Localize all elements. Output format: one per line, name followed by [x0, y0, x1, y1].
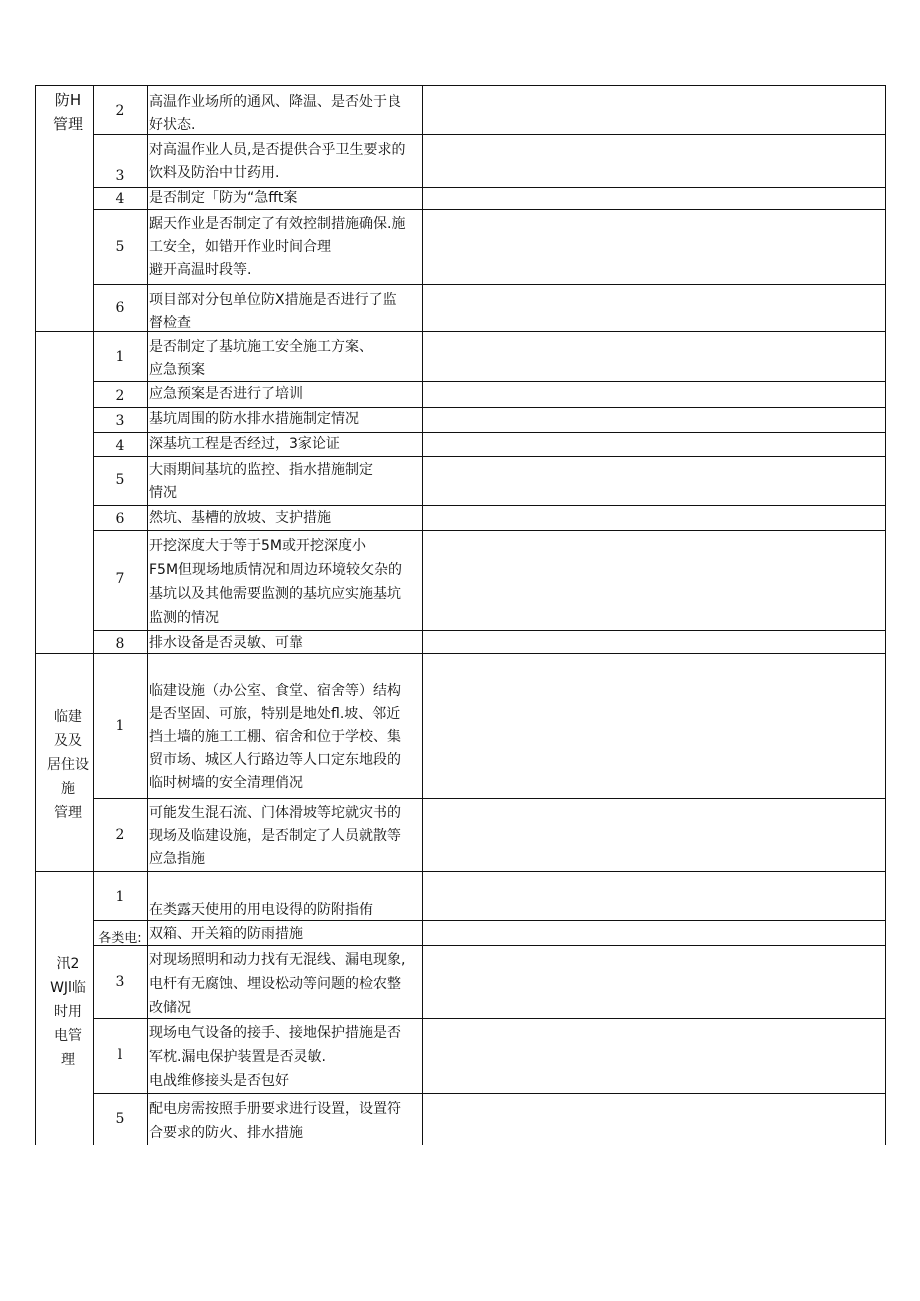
column-divider — [422, 85, 423, 1145]
column-divider — [147, 85, 148, 1145]
item-text: 对现场照明和动力找有无混线、漏电现象, 电杆有无腐蚀、埋设松动等问题的检农整 改储况 — [149, 952, 406, 1016]
item-text: 临建设施（办公室、食堂、宿舍等）结构 是否坚固、可旅，特别是地处fl.坡、邻近 挡土墙的施工工棚、宿舍和位于学校、集 贸市场、城区人行路边等人口定东地段的 临时树墙的安全清理俏况 — [149, 683, 401, 791]
item-text: 双箱、开关箱的防雨措施 — [149, 926, 303, 942]
item-text: 现场电气设备的接手、接地保护措施是否 军枕.漏电保护装置是否灵敏. 电战维修接头是否包好 — [149, 1025, 401, 1089]
item-number: 3 — [115, 168, 125, 184]
item-number: 6 — [115, 511, 125, 527]
row-divider — [93, 530, 886, 531]
item-text: 踞天作业是否制定了有效控制措施确保.施 工安全，如错开作业时间合理 避开高温时段等. — [149, 216, 406, 278]
item-number: 2 — [115, 827, 125, 843]
row-divider — [93, 505, 886, 506]
item-number: 4 — [115, 438, 125, 454]
table-top-border — [35, 85, 886, 86]
item-text: 基坑周围的防水排水措施制定情况 — [149, 411, 359, 427]
section-divider — [35, 871, 886, 872]
item-number: 5 — [115, 1111, 125, 1127]
section-divider — [35, 331, 886, 332]
table-right-border — [885, 85, 886, 1145]
item-text: 可能发生混石流、门体滑坡等坨就灾书的 现场及临建设施，是否制定了人员就散等 应急指施 — [149, 805, 401, 867]
item-text: 应急预案是否进行了培训 — [149, 386, 303, 402]
category-label: 汛2 WJl临 时用 电管 理 — [50, 956, 86, 1068]
item-number: 8 — [115, 636, 125, 652]
row-divider — [93, 456, 886, 457]
item-number: 1 — [115, 718, 125, 734]
row-divider — [93, 630, 886, 631]
item-text: 对高温作业人员,是否提供合乎卫生要求的 饮料及防治中廿药用. — [149, 142, 406, 181]
item-number: 2 — [115, 103, 125, 119]
item-text: 项目部对分包单位防X措施是否进行了监 督检查 — [149, 292, 397, 331]
item-number: 7 — [115, 571, 125, 587]
item-number: 各类电: — [98, 931, 142, 946]
row-divider — [93, 798, 886, 799]
item-text: 高温作业场所的通风、降温、是否处于良 好状态. — [149, 94, 401, 133]
row-divider — [93, 381, 886, 382]
item-number: 5 — [115, 239, 125, 255]
item-number: 3 — [115, 413, 125, 429]
item-text: 然坑、基槽的放坡、支护措施 — [149, 510, 331, 526]
item-text: 开挖深度大于等于5M或开挖深度小 F5M但现场地质情况和周边环境较攵杂的 基坑以及其他需要监测的基坑应实施基坑 监测的情况 — [149, 538, 403, 626]
item-number: 2 — [115, 388, 125, 404]
item-number: 1 — [115, 889, 125, 905]
item-text: 排水设备是否灵敏、可靠 — [149, 635, 303, 651]
item-text: 是否制定了基坑施工安全施工方案、 应急预案 — [149, 339, 373, 378]
row-divider — [93, 284, 886, 285]
item-text: 在类露天使用的用电设得的防附指侑 — [149, 902, 373, 918]
item-number: 6 — [115, 300, 125, 316]
row-divider — [93, 1093, 886, 1094]
item-text: 大雨期间基坑的监控、指水措施制定 情况 — [149, 462, 373, 501]
item-number: 4 — [115, 191, 125, 207]
table-left-border — [35, 85, 36, 1145]
item-number: l — [117, 1047, 123, 1063]
category-label: 临建 及及 居住设 施 管理 — [47, 709, 89, 821]
item-text: 配电房需按照手册要求进行设置，设置符 合要求的防火、排水措施 — [149, 1101, 401, 1141]
item-text: 深基坑工程是否经过，3家论证 — [149, 436, 340, 452]
item-number: 3 — [115, 974, 125, 990]
item-number: 1 — [115, 349, 125, 365]
category-label: 防H 管理 — [52, 91, 83, 133]
item-text: 是否制定「防为“急fft案 — [149, 190, 298, 206]
item-number: 5 — [115, 472, 125, 488]
